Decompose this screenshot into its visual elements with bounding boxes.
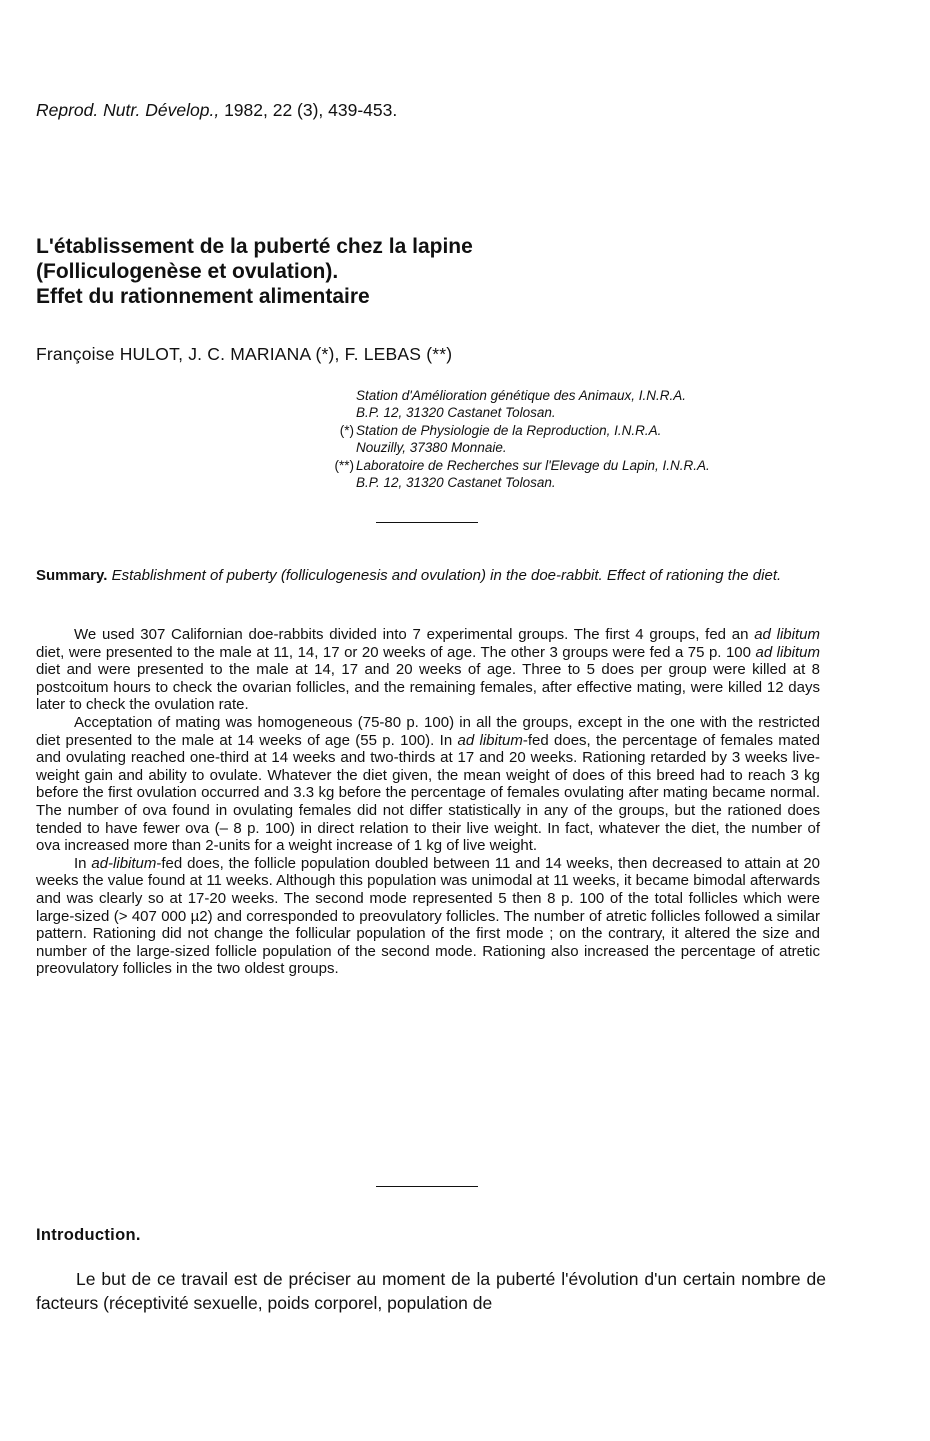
journal-reference <box>36 100 397 121</box>
abstract-paragraph-3: In ad-libitum-fed does, the follicle population doubled between 11 and 14 weeks, then decreased to attain at 20 weeks the value found at 11 weeks. Although this population was unimodal at 11 weeks, it became bimodal afterwards and was clearly so at 17-20 weeks. The second mode represented 5 then 8 p. 100 of the total follicles which were large-sized (> 407 000 µ2) and corresponded to preovulatory follicles. The number of atretic follicles followed a similar pattern. Rationing did not change the follicular population of the first mode ; on the contrary, it altered the size and number of the large-sized follicle population of the second mode. Rationing also increased the percentage of atretic preovulatory follicles in the two oldest groups. <box>36 854 820 978</box>
affiliation-mark <box>328 387 356 422</box>
affiliation-text <box>356 387 888 422</box>
affiliation-mark: (*) <box>339 422 354 438</box>
affiliation-line: Station d'Amélioration génétique des Animaux, I.N.R.A. <box>356 388 687 403</box>
author-list: Françoise HULOT, J. C. MARIANA (*), F. LEBAS (**) <box>36 344 453 364</box>
summary-title: Establishment of puberty (folliculogenesis and ovulation) in the doe-rabbit. Effect of rationing the diet. <box>111 567 782 584</box>
affiliation-text <box>356 422 888 457</box>
affiliation-line: B.P. 12, 31320 Castanet Tolosan. <box>356 475 556 491</box>
affiliation-line: Laboratoire de Recherches sur l'Elevage du Lapin, I.N.R.A. <box>356 457 710 473</box>
article-title <box>36 234 896 309</box>
title-line-1: L'établissement de la puberté chez la lapine <box>36 235 473 258</box>
summary-heading <box>36 566 836 585</box>
journal-name: Reprod. Nutr. Dévelop., <box>36 100 220 120</box>
introduction-paragraph: Le but de ce travail est de préciser au moment de la puberté l'évolution d'un certain nombre de facteurs (réceptivité sexuelle, poids corporel, population de <box>36 1269 826 1313</box>
affiliation-text <box>356 457 888 492</box>
journal-citation: 1982, 22 (3), 439-453. <box>224 100 398 120</box>
affiliation-mark: (**) <box>334 457 354 473</box>
introduction-heading: Introduction. <box>36 1226 141 1244</box>
abstract-body <box>36 626 820 978</box>
affiliation-line: Nouzilly, 37380 Monnaie. <box>356 440 507 456</box>
title-line-2: (Folliculogenèse et ovulation). <box>36 260 339 283</box>
title-line-3: Effet du rationnement alimentaire <box>36 285 370 308</box>
affiliation-2 <box>328 422 888 457</box>
affiliation-line: Station de Physiologie de la Reproduction, I.N.R.A. <box>356 422 662 438</box>
affiliation-1 <box>328 387 888 422</box>
section-divider <box>376 1186 478 1187</box>
introduction-body <box>36 1267 826 1315</box>
abstract-paragraph-1: We used 307 Californian doe-rabbits divided into 7 experimental groups. The first 4 groups, fed an ad libitum diet, were presented to the male at 11, 14, 17 or 20 weeks of age. The other 3 groups were fed a 75 p. 100 ad libitum diet and were presented to the male at 14, 17 and 20 weeks of age. Three to 5 does per group were killed at 8 postcoitum hours to check the ovarian follicles, and the remaining females, after effective mating, were killed 12 days later to check the ovulation rate. <box>36 626 820 714</box>
affiliations <box>328 387 888 491</box>
section-divider <box>376 522 478 523</box>
summary-label: Summary. <box>36 567 108 584</box>
affiliation-line: B.P. 12, 31320 Castanet Tolosan. <box>356 405 556 421</box>
affiliation-3 <box>328 457 888 492</box>
abstract-paragraph-2: Acceptation of mating was homogeneous (75-80 p. 100) in all the groups, except in the one with the restricted diet presented to the male at 14 weeks of age (55 p. 100). In ad libitum-fed does, the percentage of females mated and ovulating reached one-third at 14 weeks and two-thirds at 17 and 20 weeks. Rationing retarded by 3 weeks live-weight gain and ability to ovulate. Whatever the diet given, the mean weight of does of this breed had to reach 3 kg before the first ovulation occurred and 3.3 kg before the percentage of females ovulating after mating became normal. The number of ova found in ovulating females did not differ statistically in any of the groups, but the rationed does tended to have fewer ova (– 8 p. 100) in direct relation to their live weight. In fact, whatever the diet, the number of ova increased more than 2-units for a weight increase of 1 kg of live weight. <box>36 713 820 855</box>
